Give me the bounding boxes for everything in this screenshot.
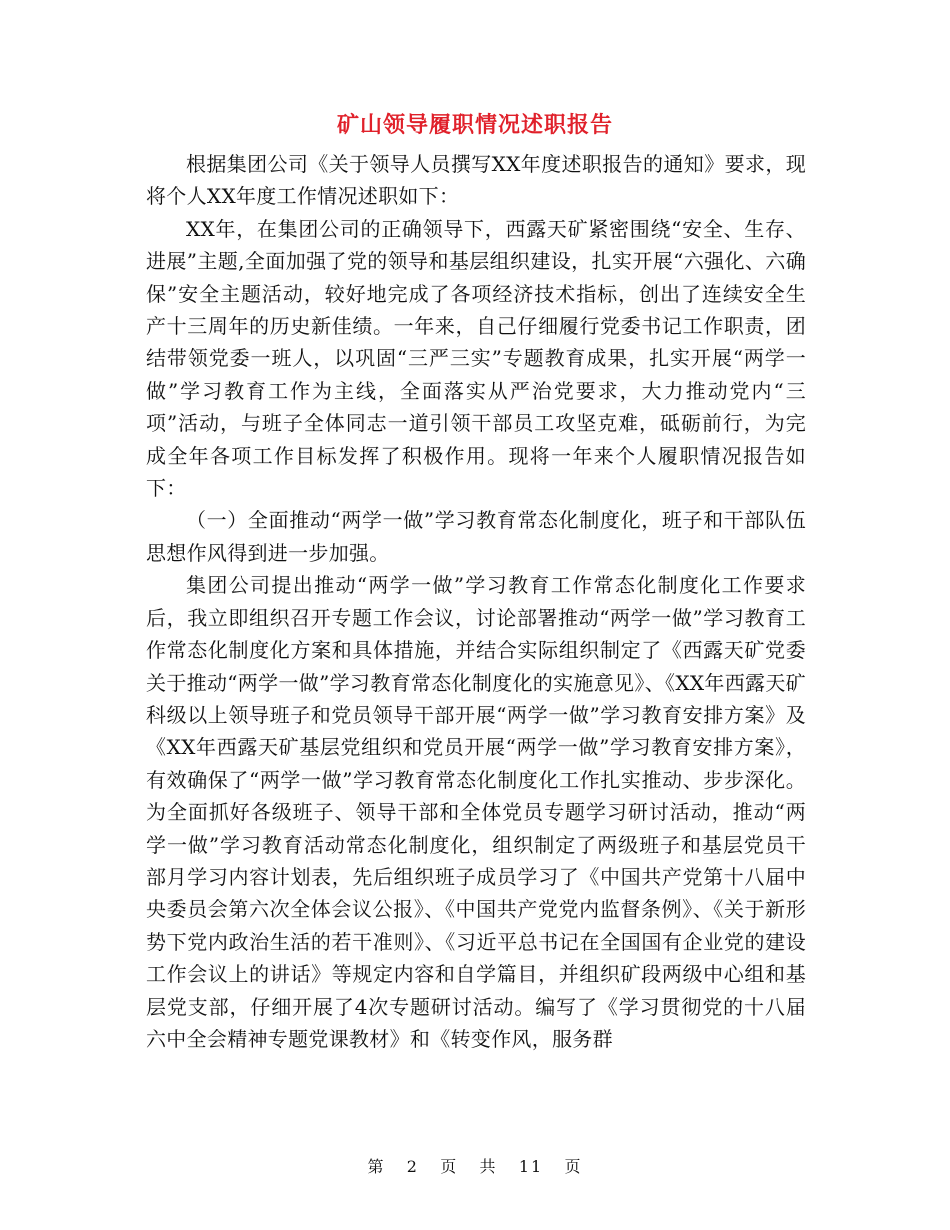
- footer-current-page: 2: [406, 1157, 419, 1176]
- footer-label-total-unit: 页: [564, 1157, 583, 1176]
- footer-label-total: 共: [479, 1157, 498, 1176]
- page-footer: [0, 1155, 950, 1179]
- footer-label-page: 第: [367, 1157, 386, 1176]
- footer-total-pages: 11: [518, 1157, 544, 1176]
- paragraph-section-body: 集团公司提出推动“两学一做”学习教育工作常态化制度化工作要求后，我立即组织召开专题工作会议，讨论部署推动“两学一做”学习教育工作常态化制度化方案和具体措施，并结合实际组织制定了《西露天矿党委关于推动“两学一做”学习教育常态化制度化的实施意见》、《XX年西露天矿科级以上领导班子和党员领导干部开展“两学一做”学习教育安排方案》及《XX年西露天矿基层党组织和党员开展“两学一做”学习教育安排方案》，有效确保了“两学一做”学习教育常态化制度化工作扎实推动、步步深化。为全面抓好各级班子、领导干部和全体党员专题学习研讨活动，推动“两学一做”学习教育活动常态化制度化，组织制定了两级班子和基层党员干部月学习内容计划表，先后组织班子成员学习了《中国共产党第十八届中央委员会第六次全体会议公报》、《中国共产党党内监督条例》、《关于新形势下党内政治生活的若干准则》、《习近平总书记在全国国有企业党的建设工作会议上的讲话》等规定内容和自学篇目，并组织矿段两级中心组和基层党支部，仔细开展了4次专题研讨活动。编写了《学习贯彻党的十八届六中全会精神专题党课教材》和《转变作风，服务群: [146, 573, 806, 1051]
- footer-label-page-unit: 页: [440, 1157, 459, 1176]
- paragraph-section-heading: （一）全面推动“两学一做”学习教育常态化制度化，班子和干部队伍思想作风得到进一步加强。: [146, 508, 806, 565]
- paragraph-intro: 根据集团公司《关于领导人员撰写XX年度述职报告的通知》要求，现将个人XX年度工作情况述职如下：: [146, 152, 806, 209]
- document-body: [146, 148, 806, 1055]
- document-title: 矿山领导履职情况述职报告: [336, 112, 613, 138]
- paragraph-overview: XX年，在集团公司的正确领导下，西露天矿紧密围绕“安全、生存、进展”主题,全面加强了党的领导和基层组织建设，扎实开展“六强化、六确保”安全主题活动，较好地完成了各项经济技术指标，创出了连续安全生产十三周年的历史新佳绩。一年来，自己仔细履行党委书记工作职责，团结带领党委一班人，以巩固“三严三实”专题教育成果，扎实开展“两学一做”学习教育工作为主线，全面落实从严治党要求，大力推动党内“三项”活动，与班子全体同志一道引领干部员工攻坚克难，砥砺前行，为完成全年各项工作目标发挥了积极作用。现将一年来个人履职情况报告如下：: [146, 216, 806, 501]
